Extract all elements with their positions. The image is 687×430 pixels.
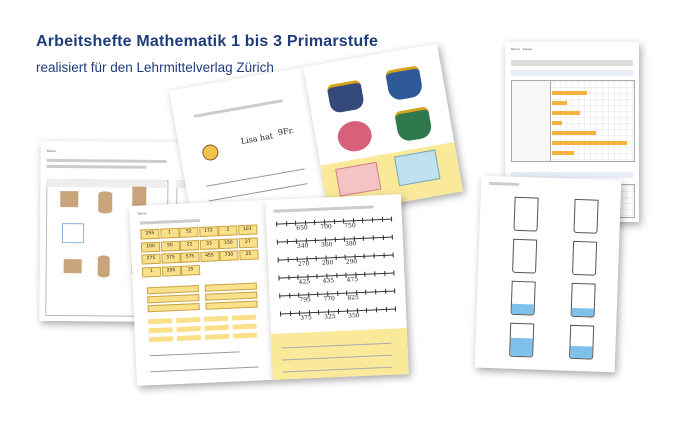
tick-mark bbox=[334, 219, 335, 225]
number-tile: 52 bbox=[179, 227, 198, 238]
tick-mark bbox=[288, 275, 289, 281]
tick-mark bbox=[317, 273, 318, 279]
number-tile: 103 bbox=[238, 224, 257, 235]
tick-mark bbox=[372, 217, 373, 223]
measuring-jug-icon bbox=[572, 241, 597, 276]
tick-mark bbox=[314, 219, 315, 225]
purse-icon bbox=[385, 65, 424, 101]
number-tile: 275 bbox=[141, 254, 160, 265]
number-tile: 25 bbox=[239, 249, 258, 260]
tick-mark bbox=[318, 309, 319, 315]
handwriting-text-1: Lisa hat bbox=[240, 131, 274, 146]
number-line-label: 425 bbox=[298, 278, 311, 286]
worksheet-chart: Name · Klasse bbox=[505, 42, 639, 222]
number-line-label: 360 bbox=[320, 241, 333, 249]
purse-icon bbox=[326, 79, 365, 113]
cube-shape bbox=[60, 191, 78, 207]
number-line-label: 650 bbox=[296, 224, 308, 232]
tick-mark bbox=[277, 239, 278, 245]
tick-mark bbox=[363, 235, 364, 241]
measuring-jug-icon bbox=[573, 199, 598, 234]
number-tile: 1 bbox=[142, 266, 161, 277]
bar-chart-orange bbox=[511, 80, 635, 162]
tick-mark bbox=[316, 255, 317, 261]
cylinder-shape bbox=[98, 191, 112, 213]
tick-mark bbox=[393, 270, 394, 276]
worksheet-numbers: Name 255 1 52 172 2 103 100 50 22 33 150 27 275 375 575 455 730 25 1 205 15 650 700 750 340 360 380 270 280 290 425 435 475 795 770 825 375 325 350 bbox=[129, 194, 409, 386]
number-line-label: 350 bbox=[348, 312, 360, 320]
tick-mark bbox=[385, 288, 386, 294]
measuring-jug-icon bbox=[513, 197, 538, 232]
worksheet-measuring-jugs bbox=[475, 176, 622, 373]
yellow-answer-box bbox=[271, 328, 409, 380]
number-line-label: 825 bbox=[347, 294, 360, 302]
purse-icon bbox=[335, 118, 374, 153]
number-line-label: 375 bbox=[300, 314, 312, 322]
number-line-label: 435 bbox=[322, 277, 335, 285]
tick-mark bbox=[279, 293, 280, 299]
tick-mark bbox=[391, 216, 392, 222]
tick-mark bbox=[286, 239, 287, 245]
tick-mark bbox=[366, 307, 367, 313]
number-tile: 100 bbox=[141, 241, 160, 252]
tick-mark bbox=[337, 291, 338, 297]
tick-mark bbox=[381, 216, 382, 222]
tick-mark bbox=[276, 221, 277, 227]
number-tile-grid bbox=[140, 224, 258, 281]
number-line-label: 475 bbox=[346, 276, 359, 284]
tick-mark bbox=[334, 237, 335, 243]
number-line-label: 280 bbox=[321, 259, 334, 267]
measuring-jug-icon bbox=[512, 239, 537, 274]
tick-mark bbox=[365, 271, 366, 277]
tick-mark bbox=[278, 275, 279, 281]
number-line-label: 325 bbox=[324, 313, 336, 321]
number-tile: 150 bbox=[219, 238, 238, 249]
girl-illustration bbox=[201, 143, 220, 162]
purse-icon bbox=[394, 106, 433, 142]
tick-mark bbox=[382, 234, 383, 240]
tick-mark bbox=[376, 307, 377, 313]
tick-mark bbox=[373, 235, 374, 241]
tick-mark bbox=[365, 289, 366, 295]
tick-mark bbox=[375, 289, 376, 295]
number-line-label: 340 bbox=[296, 242, 309, 250]
number-tile: 255 bbox=[140, 229, 159, 240]
measuring-jug-icon bbox=[511, 281, 536, 316]
number-line-label: 290 bbox=[345, 258, 358, 266]
tick-mark bbox=[393, 252, 394, 258]
tick-mark bbox=[290, 311, 291, 317]
number-line-label: 770 bbox=[323, 295, 336, 303]
tick-mark bbox=[394, 288, 395, 294]
number-line-label: 380 bbox=[344, 240, 357, 248]
number-line-label: 795 bbox=[299, 296, 312, 304]
tick-mark bbox=[383, 252, 384, 258]
tick-mark bbox=[335, 255, 336, 261]
tick-mark bbox=[280, 311, 281, 317]
tick-mark bbox=[337, 309, 338, 315]
number-tile: 15 bbox=[181, 264, 200, 275]
page-subtitle: realisiert für den Lehrmittelverlag Zürich bbox=[36, 60, 274, 75]
tick-mark bbox=[395, 306, 396, 312]
tick-mark bbox=[286, 221, 287, 227]
number-lines bbox=[265, 194, 407, 330]
number-line-label: 270 bbox=[297, 260, 310, 268]
number-tile: 172 bbox=[199, 226, 218, 237]
number-tile: 22 bbox=[180, 240, 199, 251]
number-tile: 730 bbox=[219, 250, 238, 261]
handwriting-text-2: 9Fr. bbox=[277, 125, 295, 138]
number-tile: 33 bbox=[199, 239, 218, 250]
measuring-jug-icon bbox=[509, 323, 534, 358]
number-tile: 1 bbox=[160, 228, 179, 239]
number-tile: 575 bbox=[180, 252, 199, 263]
number-line-label: 700 bbox=[320, 223, 332, 231]
number-tile: 27 bbox=[238, 237, 257, 248]
number-tile: 375 bbox=[161, 253, 180, 264]
tick-mark bbox=[362, 217, 363, 223]
tick-mark bbox=[385, 306, 386, 312]
tick-mark bbox=[289, 293, 290, 299]
measuring-jug-icon bbox=[571, 283, 596, 318]
tick-mark bbox=[384, 270, 385, 276]
tick-mark bbox=[374, 271, 375, 277]
tick-mark bbox=[317, 291, 318, 297]
tick-mark bbox=[373, 253, 374, 259]
tick-mark bbox=[336, 273, 337, 279]
tick-mark bbox=[287, 257, 288, 263]
number-line-label: 750 bbox=[344, 222, 356, 230]
number-tile: 455 bbox=[200, 251, 219, 262]
tick-mark bbox=[315, 237, 316, 243]
number-tile: 2 bbox=[218, 225, 237, 236]
tick-mark bbox=[364, 253, 365, 259]
number-tile: 50 bbox=[160, 240, 179, 251]
worksheet-shapes: Name bbox=[39, 141, 301, 323]
tick-mark bbox=[392, 234, 393, 240]
number-tile: 205 bbox=[161, 265, 180, 276]
page-title: Arbeitshefte Mathematik 1 bis 3 Primarstufe bbox=[36, 33, 379, 50]
tick-mark bbox=[278, 257, 279, 263]
measuring-jug-icon bbox=[569, 325, 594, 360]
